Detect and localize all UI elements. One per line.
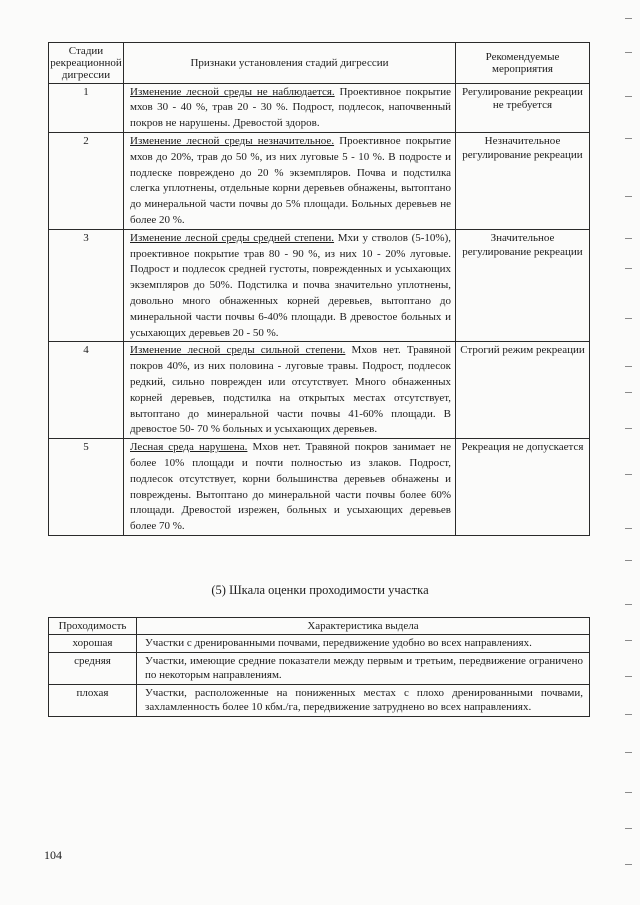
- table-row: [49, 685, 590, 717]
- passability-table: [48, 617, 590, 717]
- table-row: [49, 635, 590, 653]
- header-signs: Признаки установления стадий дигрессии: [124, 43, 456, 84]
- passability-characteristic: Участки, имеющие средние показатели между первым и третьим, передвижение ограничено по некоторым направлениям.: [137, 653, 590, 685]
- stage-number: 4: [49, 342, 124, 439]
- table-row: [49, 653, 590, 685]
- stage-lead: Изменение лесной среды сильной степени.: [130, 344, 346, 357]
- passability-level: хорошая: [49, 635, 137, 653]
- page-number: 104: [44, 848, 62, 862]
- passability-level: средняя: [49, 653, 137, 685]
- stage-text: Проективное покрытие мхов 30 - 40 %, трав 20 - 30 %. Подрост, подлесок, напочвенный покров не нарушены. Древостой здоров.: [130, 85, 451, 130]
- header-stage: Стадии рекреационной дигрессии: [49, 43, 124, 84]
- scan-edge-marks: [614, 0, 636, 905]
- passability-characteristic: Участки, расположенные на пониженных местах с плохо дренированными почвами, захламленность более 10 кбм./га, передвижение затруднено во всех направлениях.: [137, 685, 590, 717]
- stage-description: [124, 229, 456, 342]
- stage-description: [124, 439, 456, 536]
- stage-text: Мхи у стволов (5-10%), проективное покрытие трав 80 - 90 %, из них 10 - 20% луговые. Подрост и подлесок средней густоты, поврежденных и усыхающих экземпляров до 50%. Подстилка и почва значительно уплотнены, довольно много обнаженных корней деревьев, вытоптано до минеральной части почвы 6-40% площади. В древостое больных и усыхающих деревьев 20 - 50 %.: [130, 231, 452, 339]
- passability-characteristic: Участки с дренированными почвами, передвижение удобно во всех направлениях.: [137, 635, 590, 653]
- stage-description: [124, 83, 456, 132]
- stage-lead: Изменение лесной среды средней степени.: [130, 231, 335, 244]
- table-header-row: [49, 43, 590, 84]
- header-passability: Проходимость: [49, 618, 137, 635]
- header-characteristic: Характеристика выдела: [137, 618, 590, 635]
- stage-lead: Лесная среда нарушена.: [130, 441, 248, 454]
- stage-description: [124, 342, 456, 439]
- table-header-row: [49, 618, 590, 635]
- stage-number: 3: [49, 229, 124, 342]
- table-row: [49, 439, 590, 536]
- table-row: [49, 83, 590, 132]
- stage-lead: Изменение лесной среды не наблюдается.: [130, 85, 335, 98]
- stage-text: Мхов нет. Травяной покров занимает не более 10% площади и почти полностью из злаков. Подрост, подлесок отсутствует, корни большинства деревьев обнажены и повреждены. Вытоптано до минеральной части почвы более 60% площади. Древостой изрежен, больных и усыхающих деревьев более 70 %.: [130, 441, 451, 533]
- stage-number: 5: [49, 439, 124, 536]
- table-row: [49, 229, 590, 342]
- stage-recommendation: Регулирование рекреации не требуется: [456, 83, 590, 132]
- stage-recommendation: Значительное регулирование рекреации: [456, 229, 590, 342]
- section-title: (5) Шкала оценки проходимости участка: [211, 583, 429, 597]
- stage-recommendation: Рекреация не допускается: [456, 439, 590, 536]
- stage-text: Мхов нет. Травяной покров 40%, из них половина - луговые травы. Подрост, подлесок редкий, сильно поврежден или отсутствует. Много обнаженных корней деревьев, подстилка на открытых местах отсутствует, вытоптано до минеральной части почвы 41-60% площади. В древостое 50- 70 % больных и усыхающих деревьев.: [130, 344, 451, 436]
- table-row: [49, 133, 590, 230]
- stage-lead: Изменение лесной среды незначительное.: [130, 135, 335, 147]
- stage-number: 2: [49, 133, 124, 230]
- stage-recommendation: Строгий режим рекреации: [456, 342, 590, 439]
- stage-description: [124, 133, 456, 230]
- passability-level: плохая: [49, 685, 137, 717]
- stage-recommendation: Незначительное регулирование рекреации: [456, 133, 590, 230]
- table-row: [49, 342, 590, 439]
- stage-text: Проективное покрытие мхов до 20%, трав до 50 %, из них луговые 5 - 10 %. В подросте и подлеске повреждено до 20 % экземпляров. Почва и подстилка слегка уплотнены, отдельные корни деревьев обнажены, вытоптано до минеральной части почвы до 5% площади. Больных деревьев не более 20 %.: [130, 135, 452, 226]
- header-recommendations: Рекомендуемые мероприятия: [456, 43, 590, 84]
- stage-number: 1: [49, 83, 124, 132]
- recreational-digression-table: [48, 42, 590, 536]
